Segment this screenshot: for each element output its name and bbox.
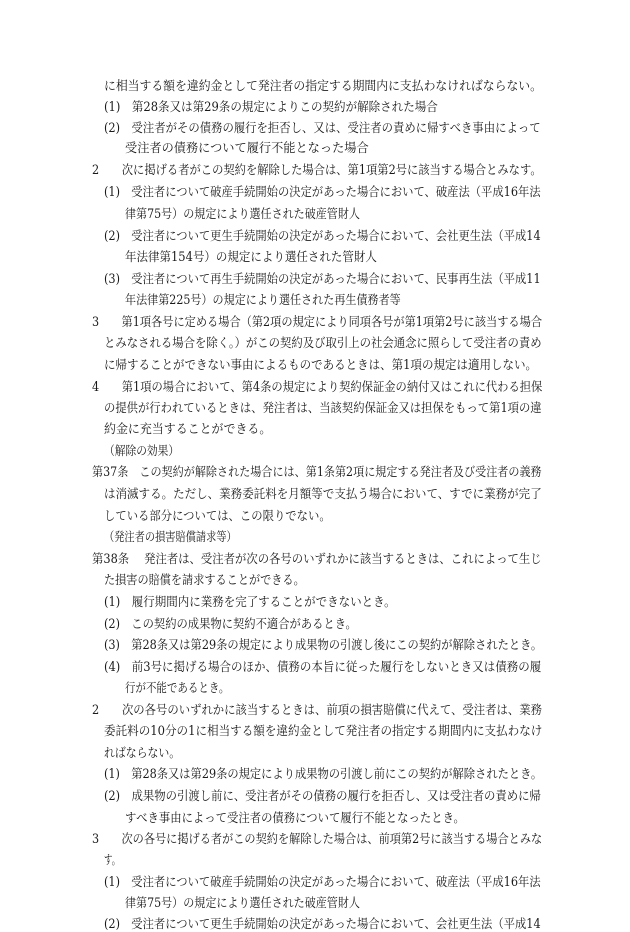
text-line: 行が不能であるとき。 — [125, 680, 230, 695]
text-line: すべき事由によって受注者の債務について履行不能となったとき。 — [125, 810, 465, 825]
text-line: (1) 第28条又は第29条の規定によりこの契約が解除された場合 — [104, 99, 438, 114]
text-line: 2 次の各号のいずれかに該当するときは、前項の損害賠償に代えて、受注者は、業務 — [92, 702, 542, 717]
text-line: (2) 受注者について更生手続開始の決定があった場合において、会社更生法（平成14 — [104, 916, 541, 931]
text-line: (2) 成果物の引渡し前に、受注者がその債務の履行を拒否し、又は受注者の責めに帰 — [104, 788, 541, 803]
text-line: 約金に充当することができる。 — [104, 421, 272, 436]
text-line: とみなされる場合を除く。）がこの契約及び取引上の社会通念に照らして受注者の責め — [104, 335, 542, 350]
text-line: 2 次に掲げる者がこの契約を解除した場合は、第1項第2号に該当する場合とみなす。 — [92, 162, 542, 177]
text-line: 4 第1項の場合において、第4条の規定により契約保証金の納付又はこれに代わる担保 — [92, 379, 543, 394]
text-line: している部分については、この限りでない。 — [104, 508, 331, 523]
text-line: (3) 受注者について再生手続開始の決定があった場合において、民事再生法（平成11 — [104, 271, 541, 286]
text-line: た損害の賠償を請求することができる。 — [104, 572, 305, 587]
text-line: (1) 履行期間内に業務を完了することができないとき。 — [104, 594, 396, 609]
text-line: (1) 受注者について破産手続開始の決定があった場合において、破産法（平成16年法 — [104, 874, 541, 889]
text-line: 律第75号）の規定により選任された破産管財人 — [125, 895, 360, 910]
text-line: 年法律第225号）の規定により選任された再生債務者等 — [125, 292, 401, 307]
text-line: 第38条 発注者は、受注者が次の各号のいずれかに該当するときは、これによって生じ — [92, 551, 542, 566]
text-line: に帰することができない事由によるものであるときは、第1項の規定は適用しない。 — [104, 357, 537, 372]
text-line: (3) 第28条又は第29条の規定により成果物の引渡し後にこの契約が解除されたとき。 — [104, 637, 543, 652]
section-heading: （解除の効果） — [104, 443, 180, 458]
text-line: 第37条 この契約が解除された場合には、第1条第2項に規定する発注者及び受注者の義務 — [92, 464, 542, 479]
text-line: 受注者の債務について履行不能となった場合 — [125, 140, 369, 155]
text-line: (4) 前3号に掲げる場合のほか、債務の本旨に従った履行をしないとき又は債務の履 — [104, 659, 542, 674]
text-line: 3 次の各号に掲げる者がこの契約を解除した場合は、前項第2号に該当する場合とみな — [92, 831, 543, 846]
text-line: の提供が行われているときは、発注者は、当該契約保証金又は担保をもって第1項の違 — [104, 400, 542, 415]
text-line: 律第75号）の規定により選任された破産管財人 — [125, 206, 360, 221]
text-line: 年法律第154号）の規定により選任された管財人 — [125, 249, 377, 264]
text-line: (2) 受注者がその債務の履行を拒否し、又は、受注者の責めに帰すべき事由によって — [104, 120, 541, 135]
text-line: ればならない。 — [104, 745, 181, 760]
text-line: (2) この契約の成果物に契約不適合があるとき。 — [104, 616, 357, 631]
text-line: 3 第1項各号に定める場合（第2項の規定により同項各号が第1項第2号に該当する場合 — [92, 314, 543, 329]
text-line: は消滅する。ただし、業務委託料を月額等で支払う場合において、すでに業務が完了 — [104, 486, 542, 501]
text-line: (1) 受注者について破産手続開始の決定があった場合において、破産法（平成16年法 — [104, 184, 541, 199]
section-heading: （発注者の損害賠償請求等） — [104, 529, 237, 544]
text-line: に相当する額を違約金として発注者の指定する期間内に支払わなければならない。 — [104, 78, 542, 93]
text-line: す。 — [104, 852, 121, 867]
text-line: (2) 受注者について更生手続開始の決定があった場合において、会社更生法（平成14 — [104, 228, 541, 243]
text-line: 委託料の10分の1に相当する額を違約金として発注者の指定する期間内に支払わなけ — [104, 723, 543, 738]
text-line: (1) 第28条又は第29条の規定により成果物の引渡し前にこの契約が解除されたとき。 — [104, 766, 543, 781]
